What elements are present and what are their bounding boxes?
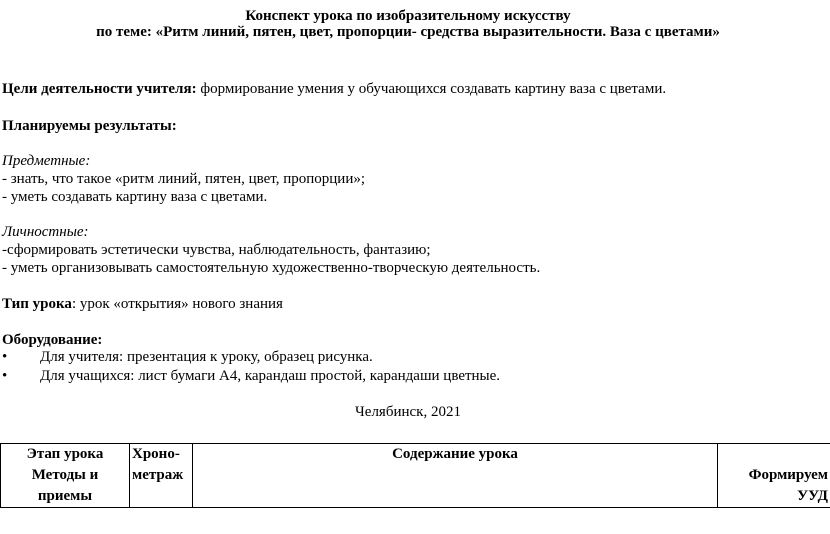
bullet-icon: • xyxy=(2,349,8,365)
lesson-type-text: : урок «открытия» нового знания xyxy=(71,296,283,312)
lesson-type-label: Тип урока xyxy=(2,296,72,312)
results-heading: Планируемы результаты: xyxy=(2,118,177,134)
doc-title-line1: Конспект урока по изобразительному искусству xyxy=(245,8,571,24)
header-timing-line: метраж xyxy=(132,467,184,483)
header-stage-line: Этап урока xyxy=(26,446,104,462)
equipment-item xyxy=(2,367,500,385)
header-uud-line: УУД xyxy=(797,488,828,504)
table-header-row xyxy=(1,444,830,508)
header-uud-line: Формируем xyxy=(748,467,828,483)
equipment-item-text: Для учителя: презентация к уроку, образец рисунка. xyxy=(40,349,373,365)
header-content xyxy=(193,444,718,508)
goals-line xyxy=(2,80,666,98)
personal-results-label: Личностные: xyxy=(2,224,89,240)
header-content-label: Содержание урока xyxy=(392,446,518,462)
lesson-plan-table xyxy=(0,443,830,508)
equipment-item-text: Для учащихся: лист бумаги А4, карандаш простой, карандаши цветные. xyxy=(40,368,501,384)
header-timing-line: Хроно- xyxy=(132,446,180,462)
bullet-icon: • xyxy=(2,368,8,384)
goals-label: Цели деятельности учителя: xyxy=(2,81,197,97)
lesson-type-line xyxy=(2,295,283,313)
subject-result-item: - уметь создавать картину ваза с цветами. xyxy=(2,189,268,205)
personal-result-item: -сформировать эстетически чувства, наблюдательность, фантазию; xyxy=(2,242,431,258)
header-timing xyxy=(130,444,193,508)
subject-results-label: Предметные: xyxy=(2,153,91,169)
equipment-heading: Оборудование: xyxy=(2,332,103,348)
header-stage-methods xyxy=(1,444,130,508)
header-stage-line: приемы xyxy=(37,488,93,504)
personal-result-item: - уметь организовывать самостоятельную художественно-творческую деятельность. xyxy=(2,260,541,276)
header-stage-line: Методы и xyxy=(31,467,99,483)
equipment-item xyxy=(2,348,373,366)
city-year: Челябинск, 2021 xyxy=(355,404,461,420)
doc-title-line2: по теме: «Ритм линий, пятен, цвет, пропорции- средства выразительности. Ваза с цветами» xyxy=(96,24,720,40)
goals-text: формирование умения у обучающихся создавать картину ваза с цветами. xyxy=(196,81,667,97)
header-uud xyxy=(718,444,830,508)
subject-result-item: - знать, что такое «ритм линий, пятен, цвет, пропорции»; xyxy=(2,171,366,187)
